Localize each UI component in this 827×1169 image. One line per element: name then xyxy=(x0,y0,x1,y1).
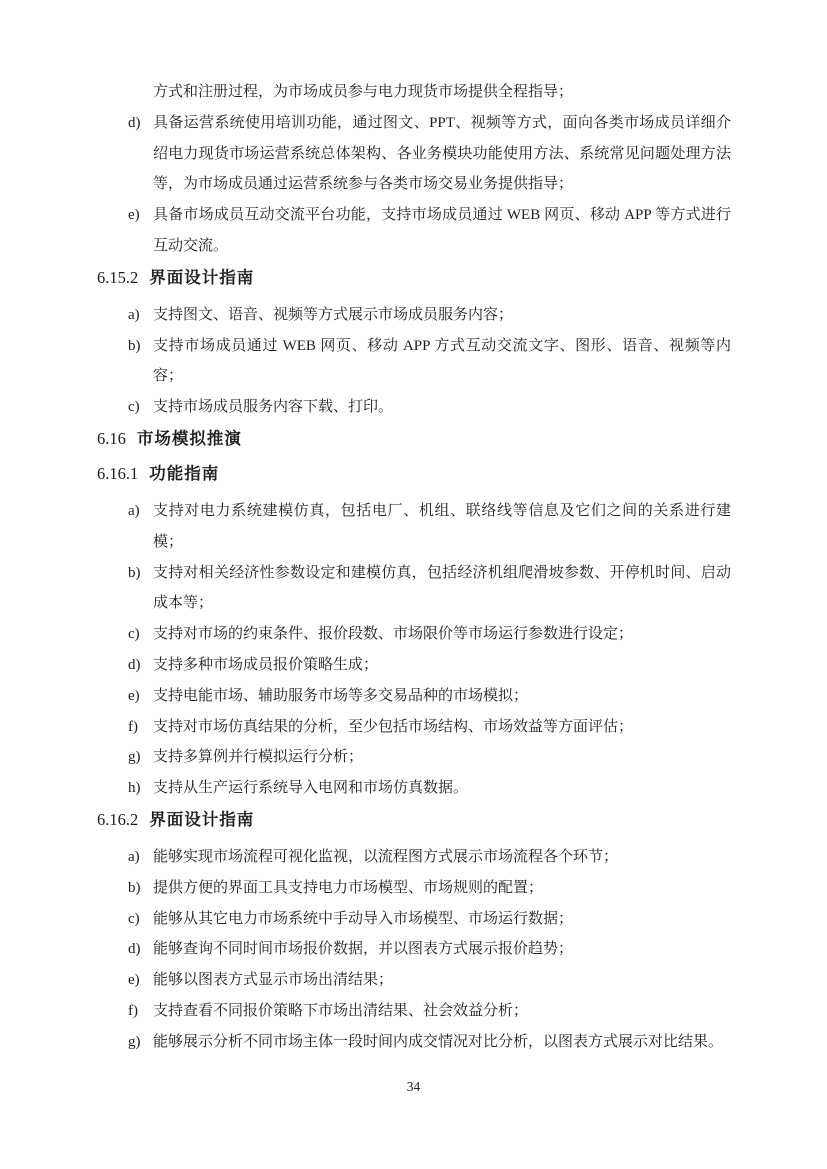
list-marker: g) xyxy=(128,749,141,766)
list-item xyxy=(97,742,731,773)
list-item-text: 具备市场成员互动交流平台功能，支持市场成员通过 WEB 网页、移动 APP 等方式进行互动交流。 xyxy=(153,207,731,254)
section-number: 6.16 xyxy=(97,428,126,448)
list-marker: a) xyxy=(128,848,140,865)
list-item xyxy=(97,1027,731,1058)
section-title: 界面设计指南 xyxy=(149,268,255,287)
list-marker: b) xyxy=(128,879,141,896)
list-item-text: 支持从生产运行系统导入电网和市场仿真数据。 xyxy=(153,780,469,797)
list-marker: h) xyxy=(128,780,141,797)
list-item xyxy=(97,904,731,935)
list-item xyxy=(97,558,731,620)
list-item-text: 支持对电力系统建模仿真，包括电厂、机组、联络线等信息及它们之间的关系进行建模； xyxy=(153,502,731,550)
section-title: 市场模拟推演 xyxy=(136,429,242,448)
list-marker: e) xyxy=(128,207,140,224)
section-title: 功能指南 xyxy=(149,464,220,483)
list-marker: c) xyxy=(128,399,140,416)
list-item-text: 支持多种市场成员报价策略生成； xyxy=(153,656,379,673)
list-marker: e) xyxy=(128,972,140,989)
section-number: 6.15.2 xyxy=(97,267,139,287)
list-item xyxy=(97,200,731,262)
list-item-text: 支持图文、语音、视频等方式展示市场成员服务内容； xyxy=(153,306,514,323)
list-marker: a) xyxy=(128,502,140,519)
list-item-text: 支持多算例并行模拟运行分析； xyxy=(153,749,364,766)
list-item xyxy=(97,108,731,200)
list-item xyxy=(97,496,731,558)
list-item xyxy=(97,300,731,331)
list-marker: d) xyxy=(128,656,141,673)
list-item xyxy=(97,650,731,681)
list-item xyxy=(97,619,731,650)
list-marker: b) xyxy=(128,337,141,354)
list-item-text: 支持查看不同报价策略下市场出清结果、社会效益分析； xyxy=(153,1002,529,1019)
paragraph-continuation: 方式和注册过程，为市场成员参与电力现货市场提供全程指导； xyxy=(153,84,574,100)
section-heading-6-16-2 xyxy=(97,807,731,833)
list-marker: a) xyxy=(128,306,140,323)
list-item xyxy=(97,712,731,743)
list-item xyxy=(97,773,731,804)
list-marker: g) xyxy=(128,1033,141,1050)
section-heading-6-15-2 xyxy=(97,265,731,291)
page-footer xyxy=(0,1079,827,1095)
list-item-text: 支持市场成员服务内容下载、打印。 xyxy=(153,399,394,416)
list-item-text: 支持市场成员通过 WEB 网页、移动 APP 方式互动交流文字、图形、语音、视频等内容； xyxy=(153,337,731,385)
list-marker: d) xyxy=(128,941,141,958)
list-item-text: 支持电能市场、辅助服务市场等多交易品种的市场模拟； xyxy=(153,687,529,704)
list-marker: b) xyxy=(128,564,141,581)
list-item xyxy=(97,681,731,712)
list-marker: e) xyxy=(128,687,140,704)
list-item xyxy=(97,842,731,873)
list-item xyxy=(97,965,731,996)
list-marker: d) xyxy=(128,114,141,131)
list-item xyxy=(97,934,731,965)
list-item-text: 支持对市场的约束条件、报价段数、市场限价等市场运行参数进行设定； xyxy=(153,626,634,643)
section-heading-6-16-1 xyxy=(97,461,731,487)
list-item-text: 提供方便的界面工具支持电力市场模型、市场规则的配置； xyxy=(153,879,544,896)
list-item-text: 支持对相关经济性参数设定和建模仿真，包括经济机组爬滑坡参数、开停机时间、启动成本等； xyxy=(153,564,731,612)
list-item xyxy=(97,331,731,393)
list-item-text: 能够展示分析不同市场主体一段时间内成交情况对比分析，以图表方式展示对比结果。 xyxy=(153,1033,724,1050)
list-marker: f) xyxy=(128,718,138,735)
list-marker: c) xyxy=(128,626,140,643)
list-item-text: 支持对市场仿真结果的分析，至少包括市场结构、市场效益等方面评估； xyxy=(153,718,634,735)
page-number: 34 xyxy=(406,1079,421,1094)
section-number: 6.16.2 xyxy=(97,809,139,829)
list-item-text: 具备运营系统使用培训功能，通过图文、PPT、视频等方式，面向各类市场成员详细介绍电力现货市场运营系统总体架构、各业务模块功能使用方法、系统常见问题处理方法等，为市场成员通过运营系统参与各类市场交易业务提供指导； xyxy=(153,114,731,193)
section-title: 界面设计指南 xyxy=(149,810,255,829)
list-item xyxy=(97,392,731,423)
list-item-text: 能够从其它电力市场系统中手动导入市场模型、市场运行数据； xyxy=(153,910,574,927)
list-item-text: 能够实现市场流程可视化监视，以流程图方式展示市场流程各个环节； xyxy=(153,848,619,865)
section-heading-6-16 xyxy=(97,426,731,452)
content-area xyxy=(97,77,731,1058)
section-number: 6.16.1 xyxy=(97,463,139,483)
list-marker: f) xyxy=(128,1002,138,1019)
list-item-text: 能够查询不同时间市场报价数据，并以图表方式展示报价趋势； xyxy=(153,941,574,958)
list-item-text: 能够以图表方式显示市场出清结果； xyxy=(153,972,394,989)
list-item xyxy=(97,996,731,1027)
list-item xyxy=(97,873,731,904)
list-marker: c) xyxy=(128,910,140,927)
